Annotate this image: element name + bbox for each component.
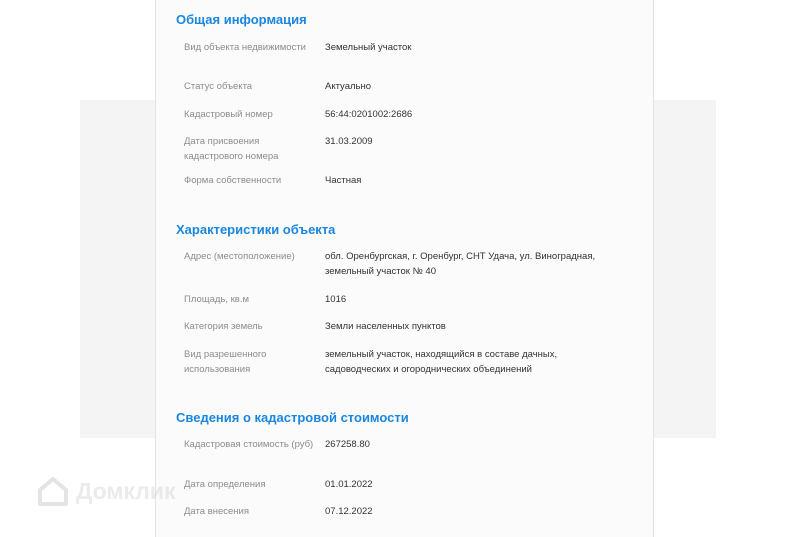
value-object-status: Актуально [325, 81, 372, 92]
domclick-watermark [36, 473, 175, 509]
value-address: обл. Оренбургская, г. Оренбург, СНТ Удача, ул. Виноградная, земельный участок № 40 [325, 251, 596, 277]
house-icon [36, 474, 70, 508]
info-card [155, 0, 654, 537]
value-area: 1016 [325, 294, 347, 305]
value-cadastral-value: 267258.80 [325, 439, 370, 450]
value-entry-date: 07.12.2022 [325, 506, 373, 517]
label-cadastral-number: Кадастровый номер [184, 109, 273, 120]
label-entry-date: Дата внесения [184, 506, 249, 517]
value-object-type: Земельный участок [325, 42, 412, 53]
label-cadastral-value: Кадастровая стоимость (руб) [184, 439, 314, 450]
section-title-cadastral-value: Сведения о кадастровой стоимости [176, 410, 409, 425]
label-ownership-form: Форма собственности [184, 175, 282, 186]
label-address: Адрес (местоположение) [184, 251, 295, 262]
label-area: Площадь, кв.м [184, 294, 250, 305]
label-permitted-use: Вид разрешенного использования [184, 349, 267, 375]
watermark-text: Домклик [76, 477, 176, 504]
value-determination-date: 01.01.2022 [325, 479, 373, 490]
value-ownership-form: Частная [325, 175, 362, 186]
value-land-category: Земли населенных пунктов [325, 321, 446, 332]
label-land-category: Категория земель [184, 321, 263, 332]
label-determination-date: Дата определения [184, 479, 266, 490]
value-cadastral-number: 56:44:0201002:2686 [325, 109, 413, 120]
section-title-characteristics: Характеристики объекта [176, 222, 336, 237]
value-assignment-date: 31.03.2009 [325, 136, 373, 147]
value-permitted-use: земельный участок, находящийся в составе дачных, садоводческих и огороднических объединений [325, 349, 558, 375]
label-assignment-date: Дата присвоения кадастрового номера [184, 136, 279, 162]
section-title-general: Общая информация [176, 12, 307, 27]
label-object-status: Статус объекта [184, 81, 253, 92]
label-object-type: Вид объекта недвижимости [184, 42, 306, 53]
